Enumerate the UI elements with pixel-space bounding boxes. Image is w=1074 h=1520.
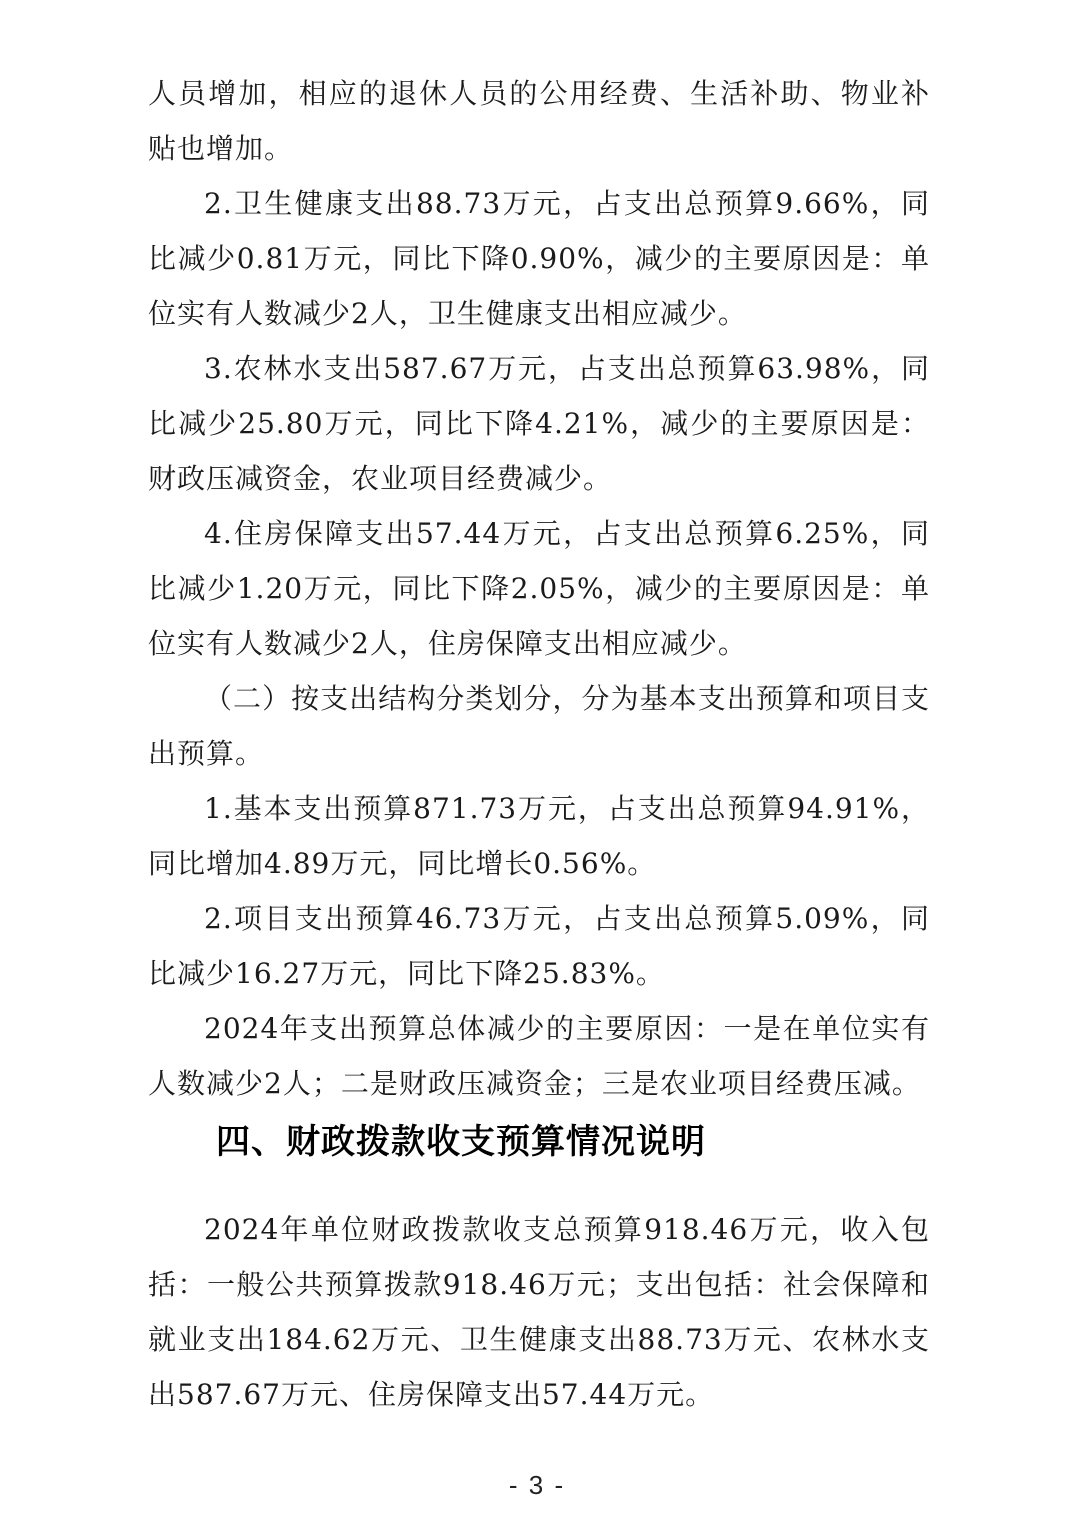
- body-paragraph-item-3-agriculture: 3.农林水支出587.67万元，占支出总预算63.98%，同比减少25.80万元，同比下降4.21%，减少的主要原因是：财政压减资金，农业项目经费减少。: [148, 352, 930, 495]
- body-paragraph-project-expenditure: 2.项目支出预算46.73万元，占支出总预算5.09%，同比减少16.27万元，同比下降25.83%。: [148, 902, 930, 990]
- body-paragraph-continuation: 人员增加，相应的退休人员的公用经费、生活补助、物业补贴也增加。: [148, 77, 930, 165]
- body-paragraph-item-2-health: 2.卫生健康支出88.73万元，占支出总预算9.66%，同比减少0.81万元，同比下降0.90%，减少的主要原因是：单位实有人数减少2人，卫生健康支出相应减少。: [148, 187, 930, 330]
- body-paragraph-basic-expenditure: 1.基本支出预算871.73万元，占支出总预算94.91%，同比增加4.89万元，同比增长0.56%。: [148, 792, 931, 880]
- body-paragraph-fiscal-appropriation: 2024年单位财政拨款收支总预算918.46万元，收入包括：一般公共预算拨款918.46万元；支出包括：社会保障和就业支出184.62万元、卫生健康支出88.73万元、农林水支出587.67万元、住房保障支出57.44万元。: [148, 1213, 930, 1411]
- body-paragraph-item-4-housing: 4.住房保障支出57.44万元，占支出总预算6.25%，同比减少1.20万元，同比下降2.05%，减少的主要原因是：单位实有人数减少2人，住房保障支出相应减少。: [148, 517, 930, 660]
- document-body: [148, 66, 930, 1422]
- section-heading: 四、财政拨款收支预算情况说明: [216, 1123, 706, 1161]
- page-number: - 3 -: [508, 1470, 566, 1500]
- body-paragraph-reduction-reasons: 2024年支出预算总体减少的主要原因：一是在单位实有人数减少2人；二是财政压减资金；三是农业项目经费压减。: [148, 1012, 930, 1100]
- body-paragraph-subsection-2: （二）按支出结构分类划分，分为基本支出预算和项目支出预算。: [148, 682, 930, 770]
